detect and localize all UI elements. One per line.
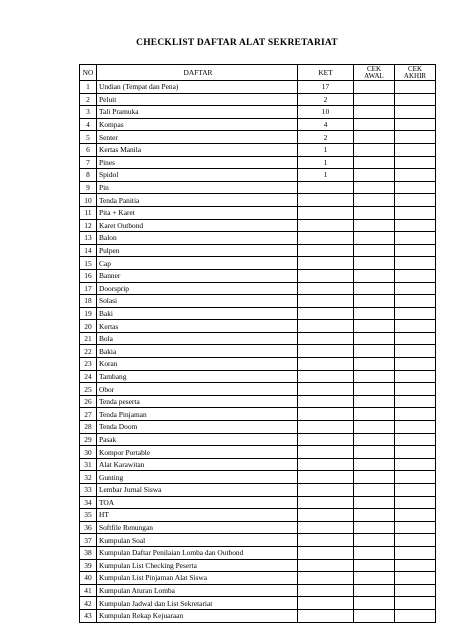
row-cek-awal[interactable]	[354, 156, 395, 169]
row-item: Banner	[97, 269, 298, 282]
row-item: Kompor Portable	[97, 446, 298, 459]
row-number: 5	[80, 131, 97, 144]
row-number: 6	[80, 143, 97, 156]
table-row	[80, 433, 436, 446]
row-item: Alat Karawitan	[97, 458, 298, 471]
row-cek-akhir[interactable]	[395, 597, 436, 610]
row-cek-awal[interactable]	[354, 446, 395, 459]
row-number: 26	[80, 395, 97, 408]
table-row	[80, 395, 436, 408]
row-ket	[298, 332, 354, 345]
row-item: Kompas	[97, 118, 298, 131]
table-row	[80, 232, 436, 245]
table-row	[80, 484, 436, 497]
row-number: 20	[80, 320, 97, 333]
row-cek-akhir[interactable]	[395, 282, 436, 295]
row-number: 34	[80, 496, 97, 509]
row-item: Kumpulan Jadwal dan List Sekretariat	[97, 597, 298, 610]
row-ket	[298, 609, 354, 622]
row-ket	[298, 370, 354, 383]
row-number: 28	[80, 421, 97, 434]
row-cek-awal[interactable]	[354, 143, 395, 156]
row-number: 31	[80, 458, 97, 471]
row-item: Kumpulan List Checking Peserta	[97, 559, 298, 572]
row-cek-awal[interactable]	[354, 572, 395, 585]
row-ket	[298, 534, 354, 547]
row-ket	[298, 206, 354, 219]
header-cek-awal-line1: CEK	[367, 65, 381, 73]
row-cek-awal[interactable]	[354, 458, 395, 471]
row-number: 9	[80, 181, 97, 194]
row-number: 17	[80, 282, 97, 295]
table-row	[80, 546, 436, 559]
table-row	[80, 269, 436, 282]
table-row	[80, 584, 436, 597]
row-cek-awal[interactable]	[354, 332, 395, 345]
table-row	[80, 131, 436, 144]
table-row	[80, 257, 436, 270]
row-cek-akhir[interactable]	[395, 118, 436, 131]
row-cek-akhir[interactable]	[395, 572, 436, 585]
row-item: Softfile Renungan	[97, 521, 298, 534]
row-cek-akhir[interactable]	[395, 521, 436, 534]
row-cek-awal[interactable]	[354, 219, 395, 232]
row-item: Pulpen	[97, 244, 298, 257]
row-cek-akhir[interactable]	[395, 471, 436, 484]
table-row	[80, 358, 436, 371]
row-item: Tambang	[97, 370, 298, 383]
row-item: Senter	[97, 131, 298, 144]
table-row	[80, 156, 436, 169]
row-cek-akhir[interactable]	[395, 307, 436, 320]
row-item: HT	[97, 509, 298, 522]
row-number: 27	[80, 408, 97, 421]
row-item: Pin	[97, 181, 298, 194]
header-cek-awal	[354, 65, 395, 81]
row-cek-akhir[interactable]	[395, 433, 436, 446]
row-cek-akhir[interactable]	[395, 559, 436, 572]
row-cek-akhir[interactable]	[395, 169, 436, 182]
row-ket	[298, 421, 354, 434]
table-row	[80, 496, 436, 509]
table-row	[80, 446, 436, 459]
row-number: 16	[80, 269, 97, 282]
row-cek-awal[interactable]	[354, 194, 395, 207]
row-item: Obor	[97, 383, 298, 396]
table-row	[80, 609, 436, 622]
row-item: Balon	[97, 232, 298, 245]
row-item: Koran	[97, 358, 298, 371]
document-title: CHECKLIST DAFTAR ALAT SEKRETARIAT	[136, 38, 338, 48]
row-cek-akhir[interactable]	[395, 609, 436, 622]
table-row	[80, 345, 436, 358]
row-ket	[298, 395, 354, 408]
row-ket	[298, 484, 354, 497]
table-row	[80, 534, 436, 547]
row-cek-awal[interactable]	[354, 181, 395, 194]
table-row	[80, 458, 436, 471]
row-ket	[298, 509, 354, 522]
row-number: 41	[80, 584, 97, 597]
row-cek-awal[interactable]	[354, 471, 395, 484]
row-item: Kumpulan Soal	[97, 534, 298, 547]
row-number: 25	[80, 383, 97, 396]
table-row	[80, 93, 436, 106]
row-cek-akhir[interactable]	[395, 370, 436, 383]
table-row	[80, 332, 436, 345]
row-cek-akhir[interactable]	[395, 181, 436, 194]
row-number: 19	[80, 307, 97, 320]
row-ket	[298, 194, 354, 207]
row-number: 23	[80, 358, 97, 371]
row-cek-akhir[interactable]	[395, 383, 436, 396]
row-cek-awal[interactable]	[354, 118, 395, 131]
row-item: Tenda peserta	[97, 395, 298, 408]
row-item: Pines	[97, 156, 298, 169]
table-row	[80, 143, 436, 156]
row-ket	[298, 521, 354, 534]
row-ket	[298, 282, 354, 295]
row-ket: 10	[298, 106, 354, 119]
table-row	[80, 320, 436, 333]
row-cek-awal[interactable]	[354, 609, 395, 622]
row-item: Pasak	[97, 433, 298, 446]
row-number: 3	[80, 106, 97, 119]
row-ket: 1	[298, 169, 354, 182]
row-item: Bola	[97, 332, 298, 345]
row-item: Undian (Tempat dan Pena)	[97, 81, 298, 94]
row-cek-akhir[interactable]	[395, 446, 436, 459]
table-row	[80, 370, 436, 383]
header-cek-akhir-line1: CEK	[408, 65, 422, 73]
row-cek-akhir[interactable]	[395, 131, 436, 144]
table-row	[80, 597, 436, 610]
row-cek-akhir[interactable]	[395, 320, 436, 333]
table-row	[80, 194, 436, 207]
table-row	[80, 106, 436, 119]
header-no: NO	[80, 65, 97, 81]
row-cek-akhir[interactable]	[395, 269, 436, 282]
row-ket	[298, 408, 354, 421]
row-cek-akhir[interactable]	[395, 295, 436, 308]
row-item: Gunting	[97, 471, 298, 484]
row-item: Kumpulan Rekap Kejuaraan	[97, 609, 298, 622]
row-cek-akhir[interactable]	[395, 106, 436, 119]
row-ket	[298, 572, 354, 585]
row-ket: 2	[298, 131, 354, 144]
row-cek-akhir[interactable]	[395, 143, 436, 156]
row-ket	[298, 295, 354, 308]
row-item: Tenda Pinjaman	[97, 408, 298, 421]
row-ket: 1	[298, 143, 354, 156]
row-number: 36	[80, 521, 97, 534]
table-row	[80, 408, 436, 421]
table-row	[80, 295, 436, 308]
row-item: Kumpulan Daftar Penilaian Lomba dan Outbond	[97, 546, 298, 559]
row-ket: 2	[298, 93, 354, 106]
row-item: Doorsprip	[97, 282, 298, 295]
row-item: Tenda Doom	[97, 421, 298, 434]
row-cek-awal[interactable]	[354, 546, 395, 559]
row-cek-awal[interactable]	[354, 433, 395, 446]
table-row	[80, 383, 436, 396]
header-ket: KET	[298, 65, 354, 81]
row-cek-akhir[interactable]	[395, 358, 436, 371]
table-body	[80, 81, 436, 623]
row-number: 4	[80, 118, 97, 131]
row-cek-akhir[interactable]	[395, 81, 436, 94]
table-row	[80, 206, 436, 219]
row-number: 40	[80, 572, 97, 585]
row-cek-awal[interactable]	[354, 584, 395, 597]
row-cek-akhir[interactable]	[395, 93, 436, 106]
row-cek-awal[interactable]	[354, 282, 395, 295]
row-cek-akhir[interactable]	[395, 244, 436, 257]
row-number: 30	[80, 446, 97, 459]
row-number: 22	[80, 345, 97, 358]
row-cek-awal[interactable]	[354, 597, 395, 610]
table-row	[80, 307, 436, 320]
row-cek-awal[interactable]	[354, 370, 395, 383]
row-cek-akhir[interactable]	[395, 484, 436, 497]
row-ket	[298, 269, 354, 282]
table-row	[80, 282, 436, 295]
row-number: 35	[80, 509, 97, 522]
row-item: Spidol	[97, 169, 298, 182]
row-ket	[298, 597, 354, 610]
row-number: 2	[80, 93, 97, 106]
row-ket: 17	[298, 81, 354, 94]
header-cek-akhir	[395, 65, 436, 81]
row-ket	[298, 584, 354, 597]
row-ket	[298, 244, 354, 257]
row-number: 29	[80, 433, 97, 446]
row-number: 33	[80, 484, 97, 497]
row-cek-awal[interactable]	[354, 358, 395, 371]
row-item: Bakia	[97, 345, 298, 358]
table-row	[80, 572, 436, 585]
row-number: 13	[80, 232, 97, 245]
row-ket: 1	[298, 156, 354, 169]
row-number: 8	[80, 169, 97, 182]
row-ket	[298, 496, 354, 509]
row-cek-akhir[interactable]	[395, 206, 436, 219]
table-row	[80, 521, 436, 534]
row-item: Kertas Manila	[97, 143, 298, 156]
row-item: Pita + Karet	[97, 206, 298, 219]
row-cek-akhir[interactable]	[395, 345, 436, 358]
row-item: Lembar Jurnal Siswa	[97, 484, 298, 497]
row-item: Tali Pramuka	[97, 106, 298, 119]
row-ket	[298, 546, 354, 559]
row-cek-awal[interactable]	[354, 106, 395, 119]
row-cek-akhir[interactable]	[395, 219, 436, 232]
checklist-table	[79, 64, 436, 623]
row-cek-awal[interactable]	[354, 269, 395, 282]
row-number: 38	[80, 546, 97, 559]
table-row	[80, 118, 436, 131]
row-cek-awal[interactable]	[354, 295, 395, 308]
table-row	[80, 421, 436, 434]
row-ket: 4	[298, 118, 354, 131]
row-ket	[298, 219, 354, 232]
row-cek-awal[interactable]	[354, 408, 395, 421]
table-row	[80, 471, 436, 484]
row-cek-akhir[interactable]	[395, 156, 436, 169]
row-cek-akhir[interactable]	[395, 332, 436, 345]
row-ket	[298, 559, 354, 572]
row-cek-akhir[interactable]	[395, 408, 436, 421]
row-item: Peluit	[97, 93, 298, 106]
table-row	[80, 509, 436, 522]
row-cek-awal[interactable]	[354, 559, 395, 572]
table-header-row	[80, 65, 436, 81]
row-cek-akhir[interactable]	[395, 546, 436, 559]
row-cek-awal[interactable]	[354, 131, 395, 144]
row-cek-akhir[interactable]	[395, 421, 436, 434]
row-number: 12	[80, 219, 97, 232]
row-item: Cap	[97, 257, 298, 270]
row-item: Tenda Panitia	[97, 194, 298, 207]
row-item: Solasi	[97, 295, 298, 308]
header-cek-akhir-line2: AKHIR	[403, 72, 427, 80]
row-cek-awal[interactable]	[354, 81, 395, 94]
row-item: Karet Outbond	[97, 219, 298, 232]
row-number: 21	[80, 332, 97, 345]
row-cek-awal[interactable]	[354, 395, 395, 408]
row-ket	[298, 433, 354, 446]
row-cek-awal[interactable]	[354, 345, 395, 358]
row-ket	[298, 307, 354, 320]
row-number: 7	[80, 156, 97, 169]
row-cek-akhir[interactable]	[395, 232, 436, 245]
row-cek-awal[interactable]	[354, 232, 395, 245]
row-cek-akhir[interactable]	[395, 194, 436, 207]
row-number: 1	[80, 81, 97, 94]
row-item: Kumpulan List Pinjaman Alat Siswa	[97, 572, 298, 585]
row-number: 32	[80, 471, 97, 484]
row-cek-awal[interactable]	[354, 93, 395, 106]
row-cek-awal[interactable]	[354, 509, 395, 522]
table-row	[80, 244, 436, 257]
row-cek-awal[interactable]	[354, 244, 395, 257]
row-cek-awal[interactable]	[354, 307, 395, 320]
table-row	[80, 81, 436, 94]
row-cek-akhir[interactable]	[395, 509, 436, 522]
table-row	[80, 181, 436, 194]
row-item: Kumpulan Aturan Lomba	[97, 584, 298, 597]
row-number: 14	[80, 244, 97, 257]
row-ket	[298, 458, 354, 471]
row-cek-awal[interactable]	[354, 534, 395, 547]
row-ket	[298, 232, 354, 245]
row-ket	[298, 181, 354, 194]
row-cek-awal[interactable]	[354, 421, 395, 434]
header-cek-awal-line2: AWAL	[364, 72, 384, 80]
row-ket	[298, 358, 354, 371]
row-cek-akhir[interactable]	[395, 584, 436, 597]
row-ket	[298, 345, 354, 358]
table-row	[80, 559, 436, 572]
row-item: Baki	[97, 307, 298, 320]
row-number: 37	[80, 534, 97, 547]
row-cek-akhir[interactable]	[395, 257, 436, 270]
row-number: 42	[80, 597, 97, 610]
row-number: 39	[80, 559, 97, 572]
row-number: 15	[80, 257, 97, 270]
row-ket	[298, 383, 354, 396]
row-item: TOA	[97, 496, 298, 509]
row-cek-awal[interactable]	[354, 383, 395, 396]
header-daftar: DAFTAR	[97, 65, 298, 81]
row-ket	[298, 471, 354, 484]
row-number: 24	[80, 370, 97, 383]
row-number: 18	[80, 295, 97, 308]
row-cek-awal[interactable]	[354, 484, 395, 497]
row-cek-akhir[interactable]	[395, 458, 436, 471]
row-number: 11	[80, 206, 97, 219]
row-ket	[298, 257, 354, 270]
row-cek-akhir[interactable]	[395, 395, 436, 408]
row-cek-awal[interactable]	[354, 257, 395, 270]
row-item: Kertas	[97, 320, 298, 333]
row-number: 10	[80, 194, 97, 207]
row-cek-akhir[interactable]	[395, 496, 436, 509]
row-cek-akhir[interactable]	[395, 534, 436, 547]
row-ket	[298, 320, 354, 333]
table-row	[80, 219, 436, 232]
row-cek-awal[interactable]	[354, 169, 395, 182]
row-cek-awal[interactable]	[354, 521, 395, 534]
row-cek-awal[interactable]	[354, 320, 395, 333]
row-cek-awal[interactable]	[354, 496, 395, 509]
row-number: 43	[80, 609, 97, 622]
table-row	[80, 169, 436, 182]
row-cek-awal[interactable]	[354, 206, 395, 219]
row-ket	[298, 446, 354, 459]
